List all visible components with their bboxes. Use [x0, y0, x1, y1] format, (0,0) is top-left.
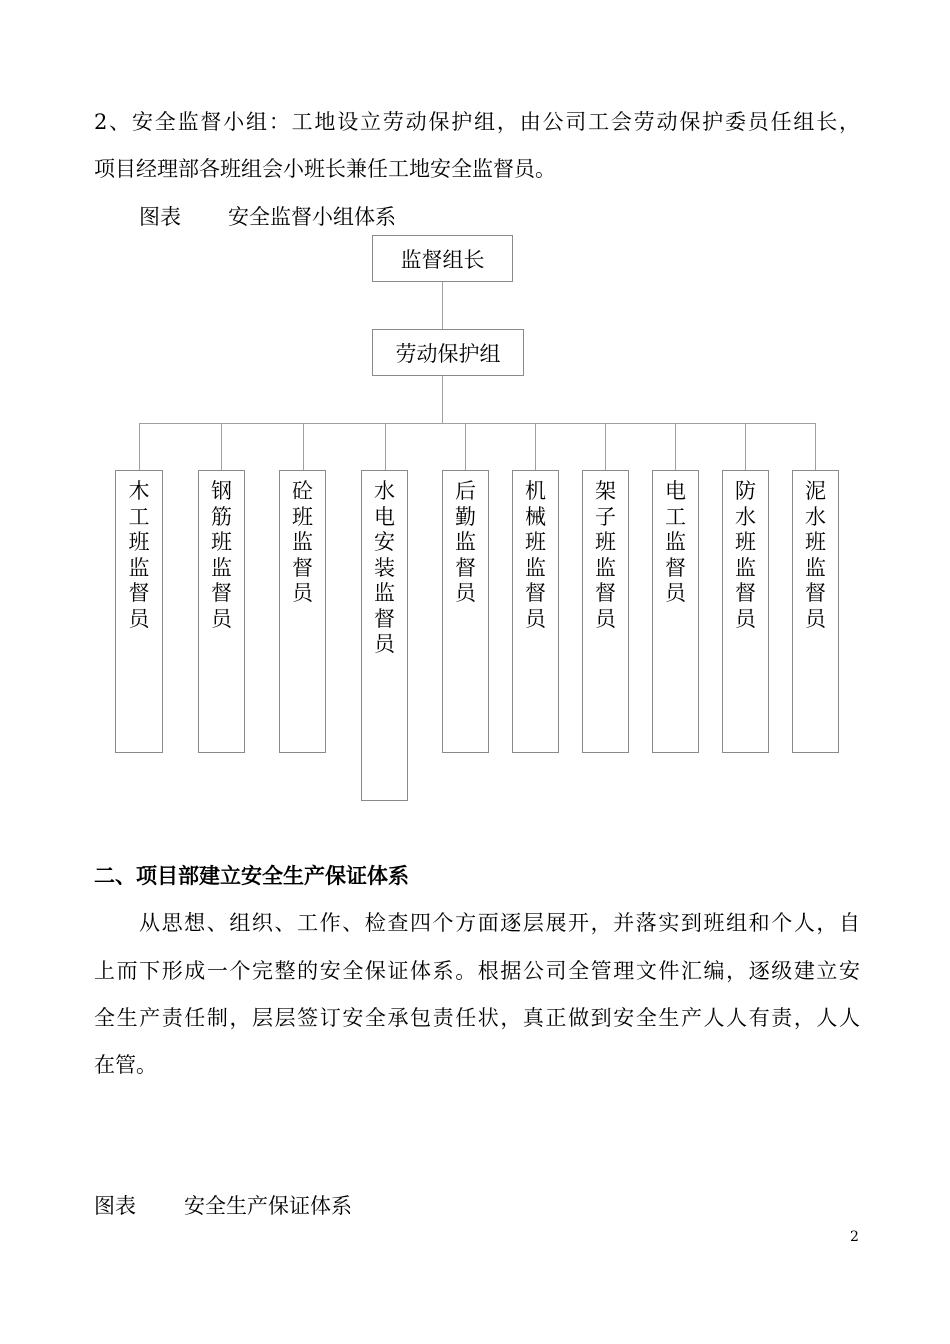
org-member-box: [279, 470, 326, 753]
org-member-box: [198, 470, 245, 753]
org-top-box: [372, 235, 513, 282]
org-member-label: 机械班监督员: [525, 479, 546, 631]
connector-bus: [139, 423, 816, 424]
figure2-title: 安全生产保证体系: [184, 1194, 352, 1218]
connector-drop: [605, 423, 606, 470]
org-member-box: [115, 470, 163, 753]
connector-drop: [745, 423, 746, 470]
connector-drop: [535, 423, 536, 470]
org-member-box: [582, 470, 629, 753]
body-line-3: 全生产责任制，层层签订安全承包责任状，真正做到安全生产人人有责，人人: [94, 1006, 860, 1030]
org-member-label: 砼班监督员: [292, 479, 313, 605]
body-line-4: 在管。: [94, 1053, 157, 1077]
org-member-box: [652, 470, 699, 753]
org-member-label: 泥水班监督员: [805, 479, 826, 631]
figure1-title: 安全监督小组体系: [228, 205, 396, 229]
connector-top-middle: [442, 282, 443, 329]
org-member-box: [722, 470, 769, 753]
body-line-1: 从思想、组织、工作、检查四个方面逐层展开，并落实到班组和个人，自: [139, 911, 860, 935]
page-number: 2: [850, 1229, 859, 1245]
connector-drop: [303, 423, 304, 470]
org-member-box: [512, 470, 559, 753]
connector-middle-bus: [442, 376, 443, 423]
body-line-2: 上而下形成一个完整的安全保证体系。根据公司全管理文件汇编，逐级建立安: [94, 959, 860, 983]
org-member-label: 电工监督员: [665, 479, 686, 605]
org-top-label: 监督组长: [400, 247, 485, 272]
figure2-label: 图表: [94, 1194, 136, 1218]
section-heading: 二、项目部建立安全生产保证体系: [94, 863, 409, 888]
section2-line-2: 项目经理部各班组会小班长兼任工地安全监督员。: [94, 157, 556, 181]
connector-drop: [385, 423, 386, 470]
org-middle-box: [372, 329, 524, 376]
org-member-label: 木工班监督员: [128, 479, 150, 631]
org-member-box: [792, 470, 839, 753]
connector-drop: [675, 423, 676, 470]
org-member-box: [361, 470, 408, 801]
section2-line-1: 2、安全监督小组：工地设立劳动保护组，由公司工会劳动保护委员任组长，: [94, 110, 860, 134]
org-member-label: 水电安装监督员: [374, 479, 395, 656]
connector-drop: [139, 423, 140, 470]
connector-drop: [465, 423, 466, 470]
connector-drop: [815, 423, 816, 470]
org-member-label: 架子班监督员: [595, 479, 616, 631]
org-member-label: 钢筋班监督员: [211, 479, 232, 631]
figure1-label: 图表: [139, 205, 181, 229]
org-member-label: 防水班监督员: [735, 479, 756, 631]
org-middle-label: 劳动保护组: [395, 341, 501, 366]
org-member-label: 后勤监督员: [455, 479, 476, 605]
org-member-box: [442, 470, 489, 753]
connector-drop: [221, 423, 222, 470]
